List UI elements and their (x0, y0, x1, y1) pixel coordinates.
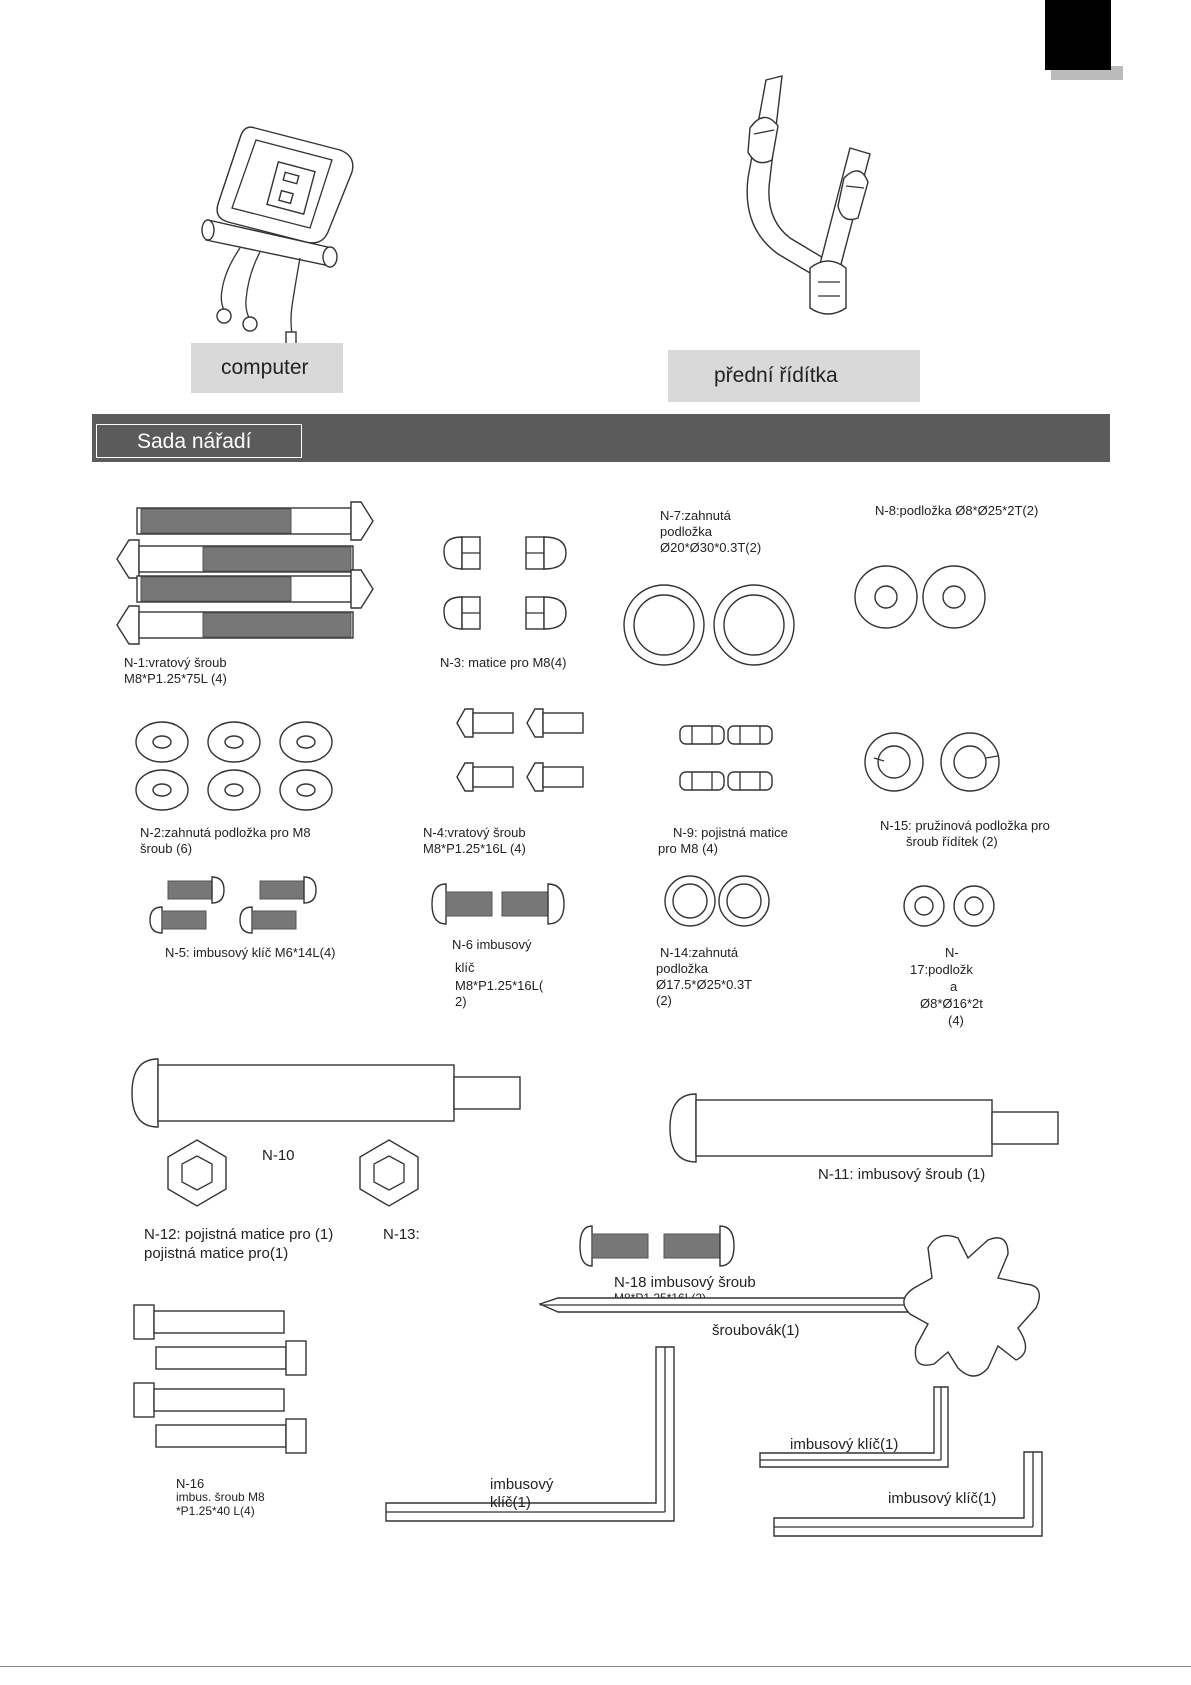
n5-bolts-illustration (148, 875, 328, 945)
n15-label-2: šroub řídítek (2) (906, 834, 998, 849)
n17-label-2: 17:podložk (910, 962, 973, 977)
n3-label: N-3: matice pro M8(4) (440, 655, 567, 670)
n4-bolts-illustration (455, 705, 595, 805)
n2-label-1: N-2:zahnutá podložka pro M8 (140, 825, 311, 840)
n16-bolts-illustration (132, 1303, 312, 1483)
n1-label-2: M8*P1.25*75L (4) (124, 671, 227, 686)
n13-nut-illustration (354, 1138, 424, 1208)
n6-label-1: N-6 imbusový (452, 937, 532, 952)
n8-label: N-8:podložka Ø8*Ø25*2T(2) (875, 503, 1039, 518)
computer-illustration (200, 110, 360, 360)
n6-label-3: M8*P1.25*16L( (455, 978, 544, 993)
allen-key-1-illustration (384, 1345, 684, 1525)
n10-bolt-illustration (130, 1055, 530, 1135)
n17-label-3: a (950, 979, 958, 994)
allen1-label-2: klíč(1) (490, 1494, 531, 1511)
n16-label-2: imbus. šroub M8 (176, 1490, 265, 1504)
n11-label: N-11: imbusový šroub (1) (818, 1166, 986, 1183)
n17-label-5: (4) (948, 1013, 964, 1028)
n7-label-3: Ø20*Ø30*0.3T(2) (660, 540, 762, 555)
n6-label-4: 2) (455, 994, 467, 1009)
n3-cap-nuts-illustration (440, 535, 590, 645)
n18-label-1: N-18 imbusový šroub (614, 1274, 756, 1291)
page-number-block (1045, 0, 1145, 76)
n16-label-3: *P1.25*40 L(4) (176, 1504, 255, 1518)
n10-label: N-10 (262, 1147, 295, 1164)
n1-bolts-illustration (115, 500, 375, 650)
n12-label-1: N-12: pojistná matice pro (1) (144, 1226, 334, 1243)
n15-label-1: N-15: pružinová podložka pro (880, 818, 1050, 833)
n7-label-2: podložka (660, 524, 713, 539)
n17-label-4: Ø8*Ø16*2t (920, 996, 983, 1011)
n9-label-1: N-9: pojistná matice (673, 825, 788, 840)
n17-washers-illustration (902, 884, 998, 932)
n4-label-1: N-4:vratový šroub (423, 825, 526, 840)
n2-washers-illustration (134, 720, 344, 820)
n8-washers-illustration (852, 563, 992, 633)
n7-label-1: N-7:zahnutá (660, 508, 731, 523)
n11-bolt-illustration (668, 1090, 1068, 1170)
page-number-box (1045, 0, 1111, 70)
bottom-rule (0, 1666, 1191, 1667)
n1-label-1: N-1:vratový šroub (124, 655, 227, 670)
n9-locknuts-illustration (678, 720, 788, 800)
computer-tag (191, 343, 343, 393)
n14-washers-illustration (664, 873, 774, 929)
n15-spring-washers-illustration (860, 728, 1010, 798)
n16-label-1: N-16 (176, 1476, 205, 1491)
n2-label-2: šroub (6) (140, 841, 193, 856)
handlebars-tag (668, 350, 920, 402)
n4-label-2: M8*P1.25*16L (4) (423, 841, 526, 856)
n12-nut-illustration (162, 1138, 232, 1208)
n14-label-3: Ø17.5*Ø25*0.3T (656, 977, 753, 992)
handlebars-label: přední řídítka (714, 364, 838, 387)
n12-label-2: pojistná matice pro(1) (144, 1245, 289, 1262)
allen1-label-1: imbusový (490, 1476, 554, 1493)
handlebar-illustration (690, 68, 920, 338)
screwdriver-label: šroubovák(1) (712, 1322, 800, 1339)
n6-label-2: klíč (455, 960, 475, 975)
section-title: Sada nářadí (96, 424, 302, 458)
n9-label-2: pro M8 (4) (658, 841, 718, 856)
n7-washers-illustration (622, 580, 802, 670)
n14-label-1: N-14:zahnutá (660, 945, 739, 960)
n14-label-4: (2) (656, 993, 672, 1008)
allen2-label: imbusový klíč(1) (790, 1436, 899, 1453)
n14-label-2: podložka (656, 961, 709, 976)
computer-label: computer (221, 356, 309, 379)
n6-bolts-illustration (430, 880, 580, 930)
n13-label: N-13: (383, 1226, 420, 1243)
n5-label: N-5: imbusový klíč M6*14L(4) (165, 945, 336, 960)
allen3-label: imbusový klíč(1) (888, 1490, 997, 1507)
n17-label-1: N- (945, 945, 959, 960)
